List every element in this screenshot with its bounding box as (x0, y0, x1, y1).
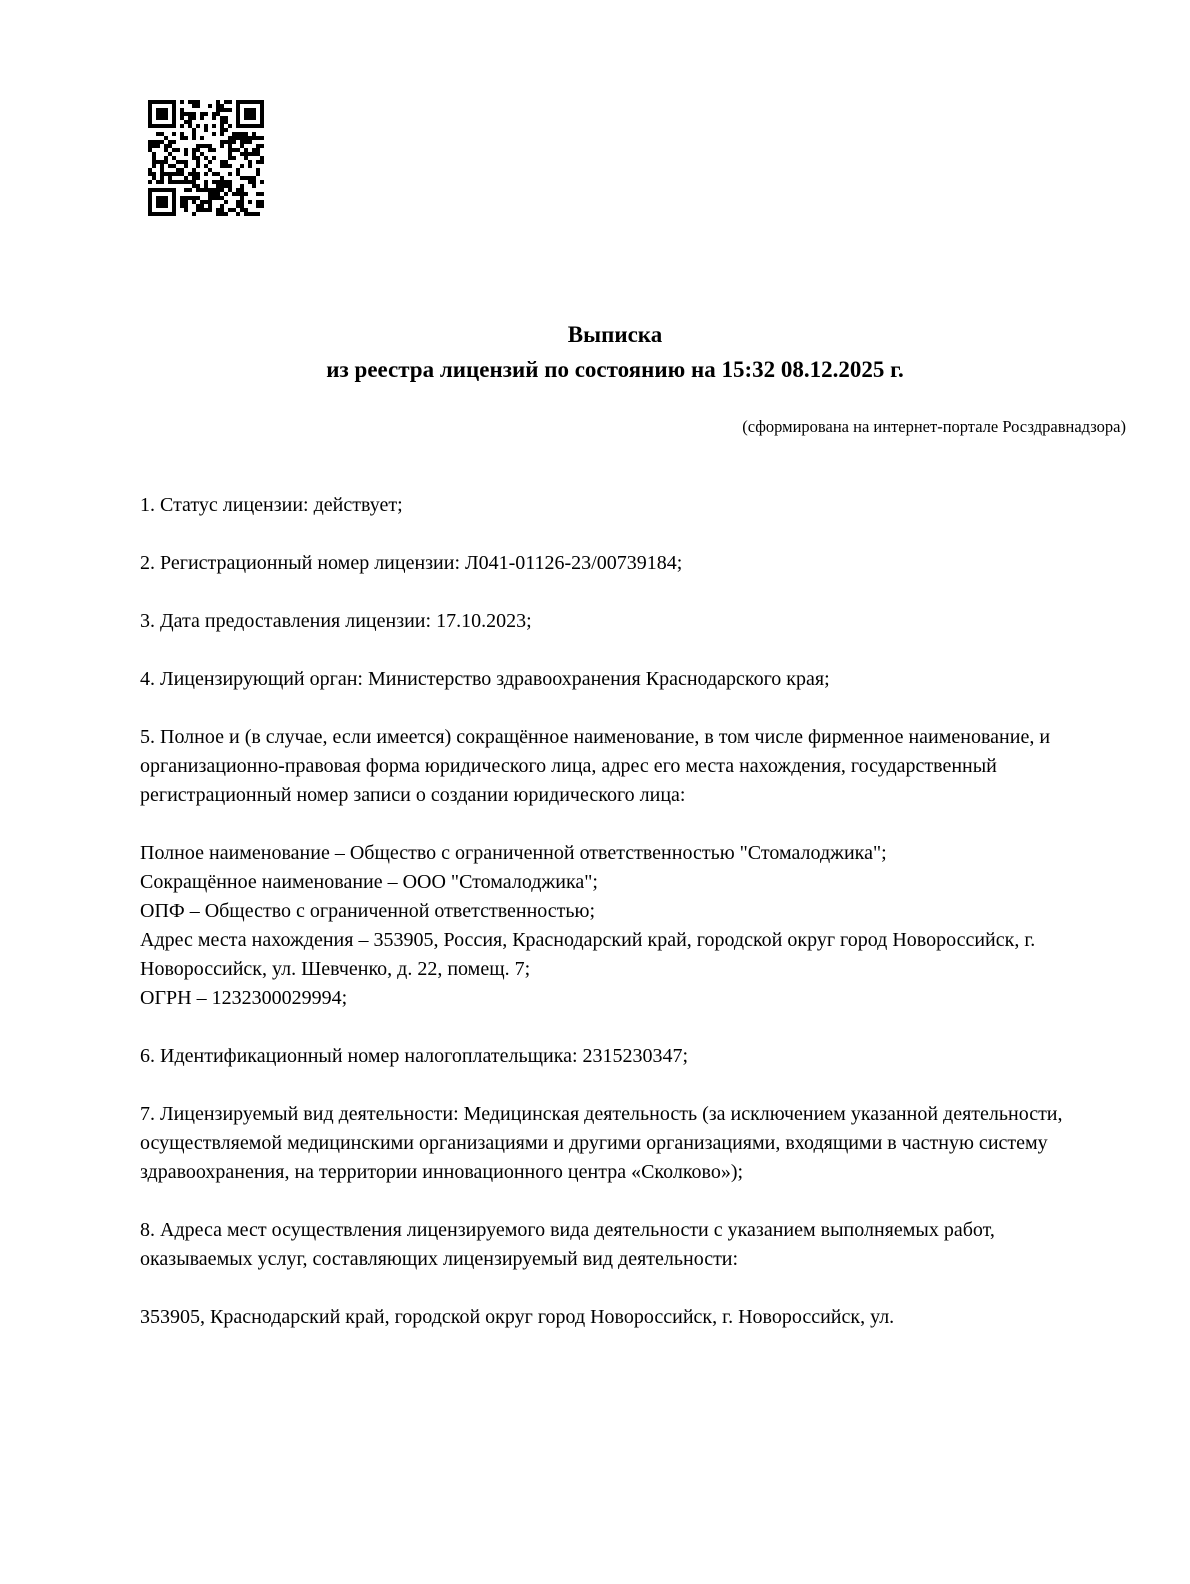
org-full-name: Полное наименование – Общество с ограниченной ответственностью "Стомалоджика"; (140, 842, 887, 864)
org-ogrn: ОГРН – 1232300029994; (140, 987, 348, 1009)
paragraph-license-date: 3. Дата предоставления лицензии: 17.10.2023; (140, 610, 532, 632)
paragraph-activity-type: 7. Лицензируемый вид деятельности: Медицинская деятельность (за исключением указанной деятельности, осуществляемой медицинскими организациями и другими организациями, входящими в частную систему здравоохранения, на территории инновационного центра «Сколково»); (140, 1103, 1063, 1183)
paragraph-registration-number: 2. Регистрационный номер лицензии: Л041-01126-23/00739184; (140, 552, 683, 574)
paragraph-inn: 6. Идентификационный номер налогоплательщика: 2315230347; (140, 1045, 689, 1067)
paragraph-license-status: 1. Статус лицензии: действует; (140, 494, 403, 516)
paragraph-licensing-authority: 4. Лицензирующий орган: Министерство здравоохранения Краснодарского края; (140, 668, 830, 690)
org-legal-form: ОПФ – Общество с ограниченной ответственностью; (140, 900, 596, 922)
document-content (140, 318, 1126, 1361)
document-title (140, 318, 1090, 387)
paragraph-addresses-heading: 8. Адреса мест осуществления лицензируемого вида деятельности с указанием выполняемых работ, оказываемых услуг, составляющих лицензируемый вид деятельности: (140, 1219, 995, 1270)
document-subtitle: (сформирована на интернет-портале Росздравнадзора) (742, 417, 1126, 436)
org-details-block (140, 839, 1090, 1013)
title-line-1: Выписка (567, 322, 663, 347)
qr-code (148, 100, 264, 216)
org-address: Адрес места нахождения – 353905, Россия, Краснодарский край, городской округ город Новороссийск, г. Новороссийск, ул. Шевченко, д. 22, помещ. 7; (140, 929, 1036, 980)
paragraph-address-line: 353905, Краснодарский край, городской округ город Новороссийск, г. Новороссийск, ул. (140, 1306, 895, 1328)
paragraph-org-info-heading: 5. Полное и (в случае, если имеется) сокращённое наименование, в том числе фирменное наименование, и организационно-правовая форма юридического лица, адрес его места нахождения, государственный регистрационный номер записи о создании юридического лица: (140, 726, 1051, 806)
document-body (140, 491, 1090, 1332)
org-short-name: Сокращённое наименование – ООО "Стомалоджика"; (140, 871, 598, 893)
title-line-2: из реестра лицензий по состоянию на 15:32 08.12.2025 г. (326, 356, 904, 382)
